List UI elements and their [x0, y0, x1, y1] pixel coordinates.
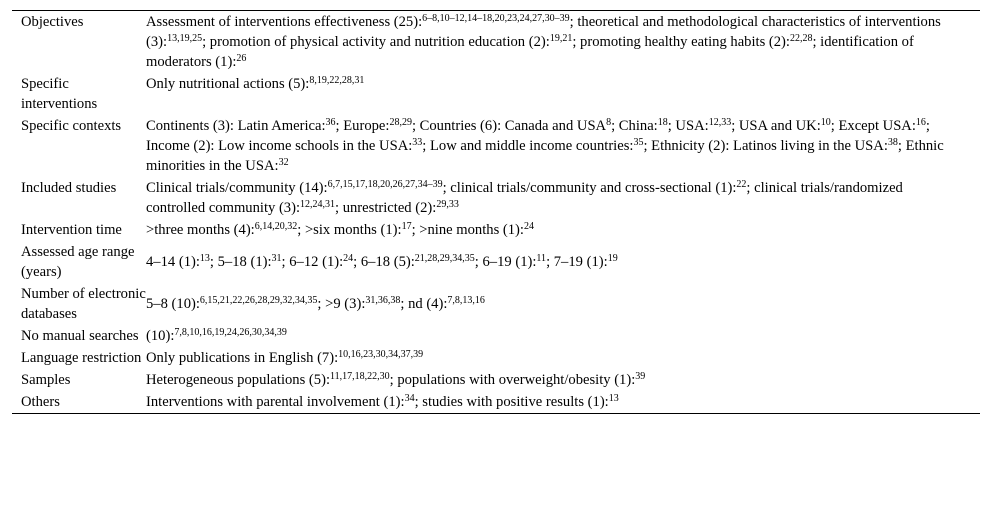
reference-superscript: 33 — [412, 137, 423, 148]
value-text: ; >9 (3): — [317, 296, 366, 312]
value-text: ; promoting healthy eating habits (2): — [572, 34, 790, 50]
value-text: ; unrestricted (2): — [335, 200, 437, 216]
reference-superscript: 39 — [635, 371, 646, 382]
row-value-text — [146, 76, 364, 92]
table-row — [12, 11, 980, 73]
value-text: ; 6–18 (5): — [353, 254, 415, 270]
row-value — [146, 12, 980, 72]
reference-superscript: 26 — [236, 53, 247, 64]
row-label: No manual searches — [21, 328, 139, 344]
row-label: Intervention time — [21, 222, 122, 238]
reference-superscript: 17 — [401, 221, 412, 232]
value-text: Assessment of interventions effectiveness (25): — [146, 14, 423, 30]
reference-superscript: 24 — [523, 221, 534, 232]
reference-superscript: 31,36,38 — [365, 295, 401, 306]
value-text: ; Income (2): Low income schools in the USA: — [146, 118, 930, 154]
row-label: Objectives — [21, 14, 84, 30]
reference-superscript: 13 — [608, 393, 619, 404]
reference-superscript: 7,8,13,16 — [447, 295, 485, 306]
value-text: Clinical trials/community (14): — [146, 180, 328, 196]
value-text: ; populations with overweight/obesity (1): — [389, 372, 636, 388]
reference-superscript: 13,19,25 — [167, 33, 203, 44]
row-label: Others — [21, 394, 60, 410]
reference-superscript: 31 — [271, 253, 282, 264]
row-value-text — [146, 14, 941, 70]
table-row — [12, 115, 980, 177]
value-text: ; >six months (1): — [297, 222, 402, 238]
row-value — [146, 392, 980, 412]
reference-superscript: 6,15,21,22,26,28,29,32,34,35 — [199, 295, 318, 306]
value-text: Heterogeneous populations (5): — [146, 372, 330, 388]
reference-superscript: 6–8,10–12,14–18,20,23,24,27,30–39 — [422, 13, 570, 24]
value-text: ; USA: — [667, 118, 709, 134]
reference-superscript: 12,24,31 — [300, 199, 336, 210]
value-text: ; clinical trials/randomized controlled community (3): — [146, 180, 903, 216]
row-label: Language restriction — [21, 350, 142, 366]
row-value-text — [146, 348, 423, 368]
row-label: Number of electronic databases — [21, 286, 146, 322]
row-value — [146, 284, 980, 324]
reference-superscript: 18 — [657, 117, 668, 128]
reference-superscript: 34 — [404, 393, 415, 404]
value-text: ; China: — [611, 118, 658, 134]
reference-superscript: 22,28 — [789, 33, 813, 44]
value-text: ; Ethnic minorities in the USA: — [146, 138, 944, 174]
value-text: ; Low and middle income countries: — [422, 138, 634, 154]
reference-superscript: 13 — [199, 253, 210, 264]
value-text: 5–8 (10): — [146, 296, 200, 312]
row-value-text — [146, 222, 534, 238]
reference-superscript: 8 — [606, 117, 612, 128]
characteristics-table — [12, 10, 980, 414]
reference-superscript: 28,29 — [389, 117, 412, 128]
value-text: (10): — [146, 328, 175, 344]
value-text: ; 6–19 (1): — [474, 254, 537, 270]
value-text: Only publications in English (7): — [146, 350, 339, 366]
reference-superscript: 10 — [820, 117, 831, 128]
row-value-text — [146, 326, 287, 346]
row-value — [146, 220, 980, 240]
table-row — [12, 73, 980, 115]
value-text: Only nutritional actions (5): — [146, 76, 310, 92]
reference-superscript: 10,16,23,30,34,37,39 — [338, 349, 424, 360]
reference-superscript: 29,33 — [436, 199, 459, 210]
table-row — [12, 347, 980, 369]
row-label: Samples — [21, 372, 71, 388]
value-text: ; USA and UK: — [731, 118, 821, 134]
value-text: ; identification of moderators (1): — [146, 34, 914, 70]
reference-superscript: 32 — [278, 157, 289, 168]
row-label: Included studies — [21, 180, 117, 196]
value-text: Continents (3): Latin America: — [146, 118, 326, 134]
reference-superscript: 12,33 — [708, 117, 732, 128]
table-row — [12, 177, 980, 219]
reference-superscript: 22 — [736, 179, 747, 190]
table-row — [12, 391, 980, 413]
value-text: ; Except USA: — [830, 118, 916, 134]
value-text: ; 7–19 (1): — [546, 254, 608, 270]
reference-superscript: 11 — [536, 253, 547, 264]
row-value — [146, 348, 980, 368]
value-text: ; theoretical and methodological characteristics of interventions (3): — [146, 14, 941, 50]
reference-superscript: 6,7,15,17,18,20,26,27,34–39 — [327, 179, 443, 190]
value-text: ; 5–18 (1): — [209, 254, 272, 270]
row-label: Assessed age range (years) — [21, 244, 135, 280]
value-text: ; >nine months (1): — [411, 222, 524, 238]
value-text: ; Countries (6): Canada and USA — [411, 118, 607, 134]
reference-superscript: 11,17,18,22,30 — [330, 371, 390, 382]
value-text: 4–14 (1): — [146, 254, 200, 270]
row-value-text — [146, 118, 944, 174]
table-row — [12, 283, 980, 325]
row-value-text — [146, 252, 618, 272]
row-value — [146, 242, 980, 282]
row-label: Specific contexts — [21, 118, 122, 134]
row-value-text — [146, 294, 485, 314]
reference-superscript: 38 — [887, 137, 898, 148]
value-text: ; Europe: — [335, 118, 390, 134]
reference-superscript: 24 — [343, 253, 354, 264]
table-row — [12, 325, 980, 347]
value-text: ; Ethnicity (2): Latinos living in the USA: — [643, 138, 888, 154]
value-text: ; clinical trials/community and cross-sectional (1): — [442, 180, 737, 196]
table-row — [12, 241, 980, 283]
row-value — [146, 74, 980, 114]
table-row — [12, 369, 980, 391]
reference-superscript: 19,21 — [549, 33, 573, 44]
reference-superscript: 21,28,29,34,35 — [414, 253, 475, 264]
value-text: ; 6–12 (1): — [281, 254, 344, 270]
value-text: ; promotion of physical activity and nutrition education (2): — [202, 34, 550, 50]
row-label: Specific interventions — [21, 76, 98, 112]
reference-superscript: 19 — [607, 253, 618, 264]
table-row — [12, 219, 980, 241]
reference-superscript: 7,8,10,16,19,24,26,30,34,39 — [174, 327, 287, 338]
reference-superscript: 35 — [633, 137, 644, 148]
value-text: >three months (4): — [146, 222, 255, 238]
value-text: ; studies with positive results (1): — [414, 394, 609, 410]
reference-superscript: 36 — [325, 117, 336, 128]
row-value — [146, 178, 980, 218]
row-value-text — [146, 394, 619, 410]
reference-superscript: 16 — [915, 117, 926, 128]
row-value — [146, 326, 980, 346]
row-value-text — [146, 372, 645, 388]
value-text: ; nd (4): — [400, 296, 448, 312]
row-value — [146, 116, 980, 176]
reference-superscript: 6,14,20,32 — [254, 221, 298, 232]
row-value-text — [146, 180, 903, 216]
value-text: Interventions with parental involvement (1): — [146, 394, 405, 410]
reference-superscript: 8,19,22,28,31 — [309, 75, 365, 86]
row-value — [146, 370, 980, 390]
